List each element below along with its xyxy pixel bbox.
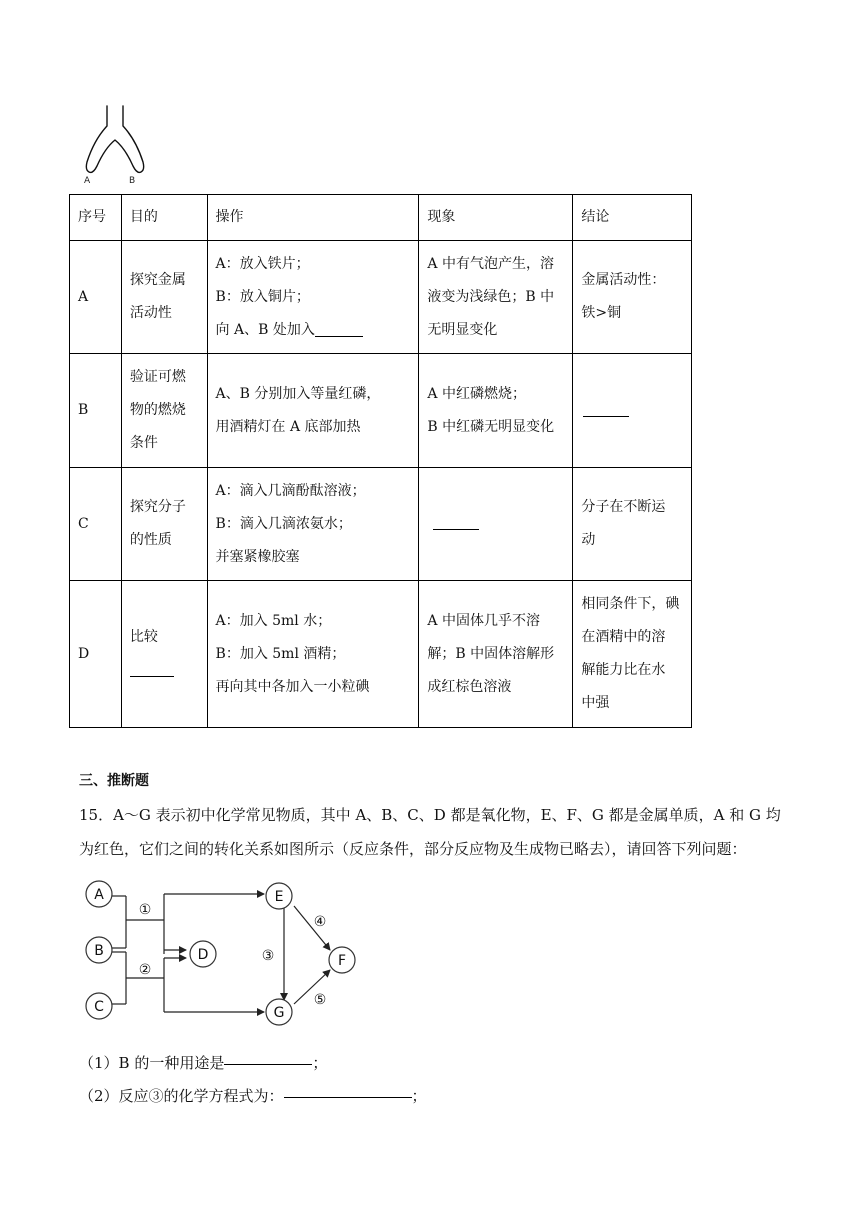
- operation-line: [216, 314, 411, 347]
- phenomenon-cell: [419, 241, 573, 354]
- operation-line: B：放入铜片；: [215, 288, 310, 305]
- conclusion-line: 相同条件下，碘: [581, 596, 680, 612]
- experiment-table: [69, 194, 692, 728]
- node-c: C: [94, 999, 104, 1015]
- tube-label-b: B: [129, 176, 136, 186]
- purpose-line: 的性质: [129, 532, 172, 548]
- subquestion-2: [79, 1085, 427, 1106]
- subquestion-text: （1）B 的一种用途是: [79, 1054, 225, 1072]
- operation-line: B：加入 5ml 酒精；: [215, 645, 346, 662]
- purpose-line: 比较: [129, 629, 158, 645]
- conclusion-line: 铁>铜: [581, 305, 622, 321]
- operation-text: 向 A、B 处加入: [215, 321, 315, 338]
- phenomenon-line: 解；B 中固体溶解形: [427, 645, 555, 662]
- operation-cell: [207, 468, 419, 581]
- reaction-label-4: ④: [313, 914, 327, 930]
- purpose-line: 物的燃烧: [129, 402, 186, 418]
- conclusion-cell: [573, 354, 692, 468]
- conclusion-line: 中强: [581, 695, 610, 711]
- answer-blank[interactable]: [224, 1063, 312, 1065]
- purpose-line: 验证可燃: [129, 369, 186, 385]
- reaction-label-1: ①: [138, 902, 152, 918]
- reaction-label-5: ⑤: [313, 992, 327, 1008]
- row-id: B: [70, 354, 122, 468]
- conclusion-line: 金属活动性：: [581, 272, 666, 288]
- phenomenon-line: 成红棕色溶液: [427, 678, 512, 695]
- node-a: A: [94, 887, 104, 903]
- header-cell: 操作: [207, 195, 419, 241]
- phenomenon-line: 液变为浅绿色；B 中: [427, 288, 555, 305]
- row-id: A: [70, 241, 122, 354]
- purpose-line: 活动性: [129, 305, 172, 321]
- subquestion-suffix: ；: [312, 1054, 328, 1072]
- phenomenon-cell: [419, 468, 573, 581]
- purpose-line: 探究分子: [129, 499, 186, 515]
- purpose-line: [130, 654, 199, 687]
- phenomenon-line: A 中固体几乎不溶: [427, 612, 540, 629]
- answer-blank[interactable]: [130, 664, 174, 677]
- y-tube-figure: [80, 104, 150, 190]
- reaction-diagram: [78, 874, 368, 1034]
- operation-line: 再向其中各加入一小粒碘: [215, 678, 370, 695]
- purpose-cell: [121, 354, 207, 468]
- operation-line: A：放入铁片；: [215, 255, 310, 272]
- answer-blank[interactable]: [284, 1096, 412, 1098]
- subquestion-suffix: ；: [411, 1087, 427, 1105]
- tube-label-a: A: [84, 176, 91, 186]
- header-cell: 现象: [419, 195, 573, 241]
- answer-blank[interactable]: [433, 517, 479, 530]
- row-id: D: [70, 581, 122, 728]
- table-row: [70, 581, 692, 728]
- operation-line: A、B 分别加入等量红磷，: [215, 385, 381, 402]
- phenomenon-cell: [419, 354, 573, 468]
- purpose-line: 条件: [129, 435, 158, 451]
- subquestion-text: （2）反应③的化学方程式为：: [79, 1087, 284, 1105]
- operation-line: A：加入 5ml 水；: [215, 612, 332, 629]
- purpose-line: 探究金属: [129, 272, 186, 288]
- conclusion-line: 分子在不断运: [581, 499, 666, 515]
- question-text: 15．A～G 表示初中化学常见物质，其中 A、B、C、D 都是氧化物，E、F、G 都是金属单质，A 和 G 均为红色，它们之间的转化关系如图所示（反应条件，部分反应物及生成物已略去），请回答下列问题：: [79, 806, 781, 858]
- conclusion-cell: [573, 241, 692, 354]
- purpose-cell: [121, 241, 207, 354]
- table-row: [70, 468, 692, 581]
- table-row: [70, 354, 692, 468]
- operation-cell: [207, 241, 419, 354]
- operation-line: A：滴入几滴酚酞溶液；: [215, 482, 366, 499]
- header-cell: 目的: [121, 195, 207, 241]
- phenomenon-cell: [419, 581, 573, 728]
- node-f: F: [337, 953, 347, 969]
- reaction-label-2: ②: [138, 962, 152, 978]
- node-g: G: [273, 1005, 285, 1021]
- operation-line: 并塞紧橡胶塞: [215, 548, 300, 565]
- header-cell: 结论: [573, 195, 692, 241]
- conclusion-cell: [573, 581, 692, 728]
- phenomenon-line: A 中有气泡产生，溶: [427, 255, 554, 272]
- operation-cell: [207, 354, 419, 468]
- purpose-cell: [121, 581, 207, 728]
- conclusion-line: 动: [581, 532, 596, 548]
- node-e: E: [274, 889, 284, 905]
- subquestion-1: [79, 1052, 327, 1073]
- table-header-row: [70, 195, 692, 241]
- table-row: [70, 241, 692, 354]
- answer-blank[interactable]: [583, 404, 629, 417]
- operation-cell: [207, 581, 419, 728]
- row-id: C: [70, 468, 122, 581]
- conclusion-line: 在酒精中的溶: [581, 629, 666, 645]
- header-cell: 序号: [70, 195, 122, 241]
- conclusion-cell: [573, 468, 692, 581]
- conclusion-line: 解能力比在水: [581, 662, 666, 678]
- section-title: 三、推断题: [79, 773, 149, 789]
- phenomenon-line: 无明显变化: [427, 321, 498, 338]
- node-d: D: [197, 947, 209, 963]
- operation-line: 用酒精灯在 A 底部加热: [215, 418, 361, 435]
- operation-line: B：滴入几滴浓氨水；: [215, 515, 352, 532]
- phenomenon-line: B 中红磷无明显变化: [427, 418, 555, 435]
- answer-blank[interactable]: [315, 322, 363, 337]
- phenomenon-line: A 中红磷燃烧；: [427, 385, 526, 402]
- reaction-label-3: ③: [261, 948, 275, 964]
- node-b: B: [94, 943, 104, 959]
- purpose-cell: [121, 468, 207, 581]
